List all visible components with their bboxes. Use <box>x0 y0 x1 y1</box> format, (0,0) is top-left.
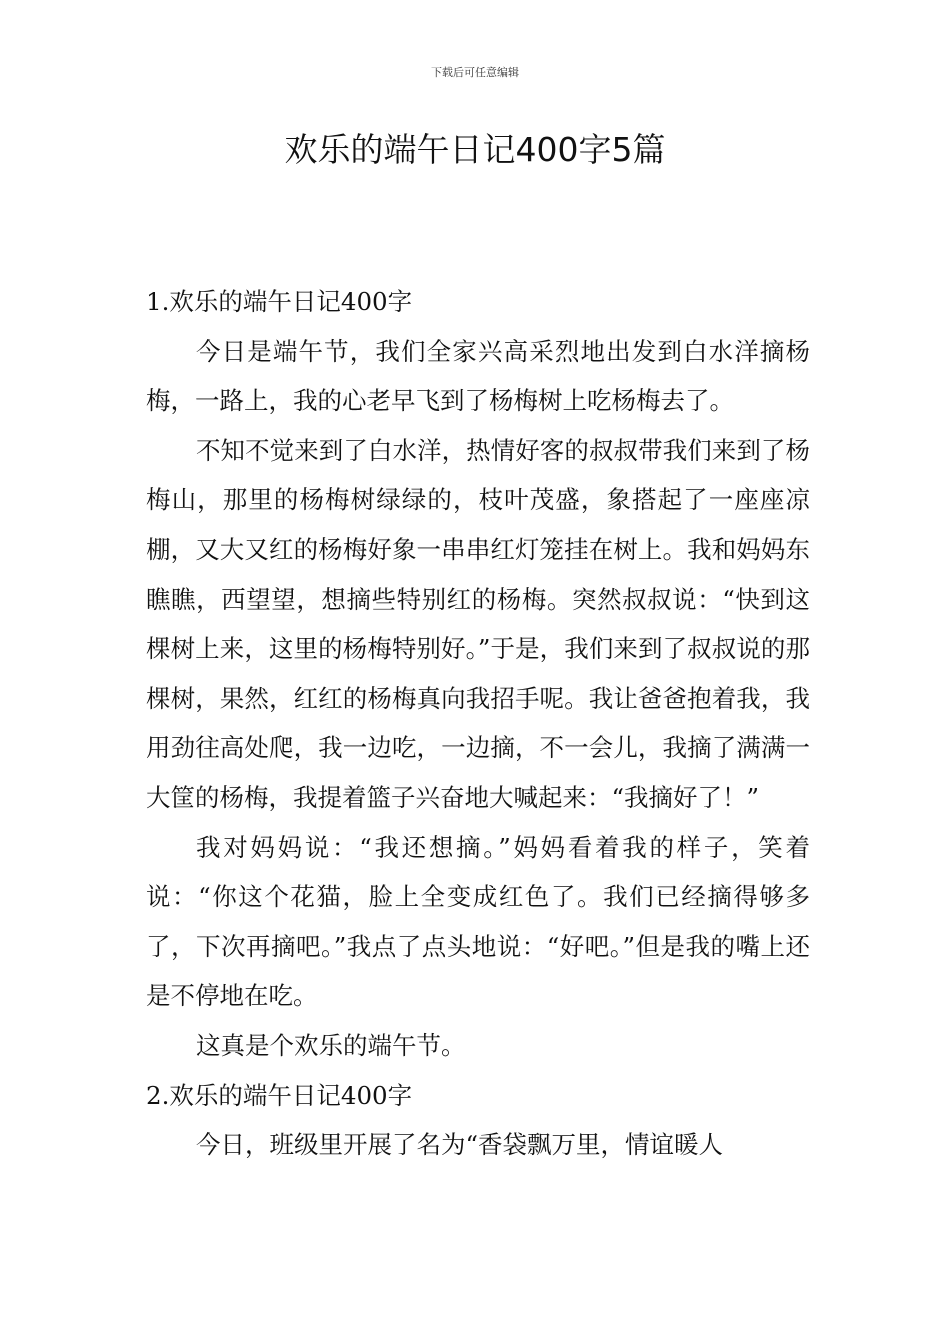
paragraph: 今日，班级里开展了名为“香袋飘万里，情谊暖人 <box>196 1130 724 1160</box>
section-heading: 2.欢乐的端午日记400字 <box>146 1080 413 1110</box>
header-note: 下载后可任意编辑 <box>431 66 519 79</box>
paragraph: 我对妈妈说：“我还想摘。”妈妈看着我的样子，笑着说：“你这个花猫，脸上全变成红色了。我们已经摘得够多了，下次再摘吧。”我点了点头地说：“好吧。”但是我的嘴上还是不停地在吃。 <box>146 832 810 1011</box>
document-body <box>146 277 810 1170</box>
section-heading: 1.欢乐的端午日记400字 <box>146 287 413 316</box>
paragraph: 不知不觉来到了白水洋，热情好客的叔叔带我们来到了杨梅山，那里的杨梅树绿绿的，枝叶茂盛，象搭起了一座座凉棚，又大又红的杨梅好象一串串红灯笼挂在树上。我和妈妈东瞧瞧，西望望，想摘些特别红的杨梅。突然叔叔说：“快到这棵树上来，这里的杨梅特别好。”于是，我们来到了叔叔说的那棵树，果然，红红的杨梅真向我招手呢。我让爸爸抱着我，我用劲往高处爬，我一边吃，一边摘，不一会儿，我摘了满满一大筐的杨梅，我提着篮子兴奋地大喊起来：“我摘好了！” <box>146 435 810 812</box>
paragraph: 这真是个欢乐的端午节。 <box>196 1030 466 1060</box>
document-title: 欢乐的端午日记400字5篇 <box>284 130 666 169</box>
paragraph: 今日是端午节，我们全家兴高采烈地出发到白水洋摘杨梅，一路上，我的心老早飞到了杨梅树上吃杨梅去了。 <box>146 336 810 416</box>
